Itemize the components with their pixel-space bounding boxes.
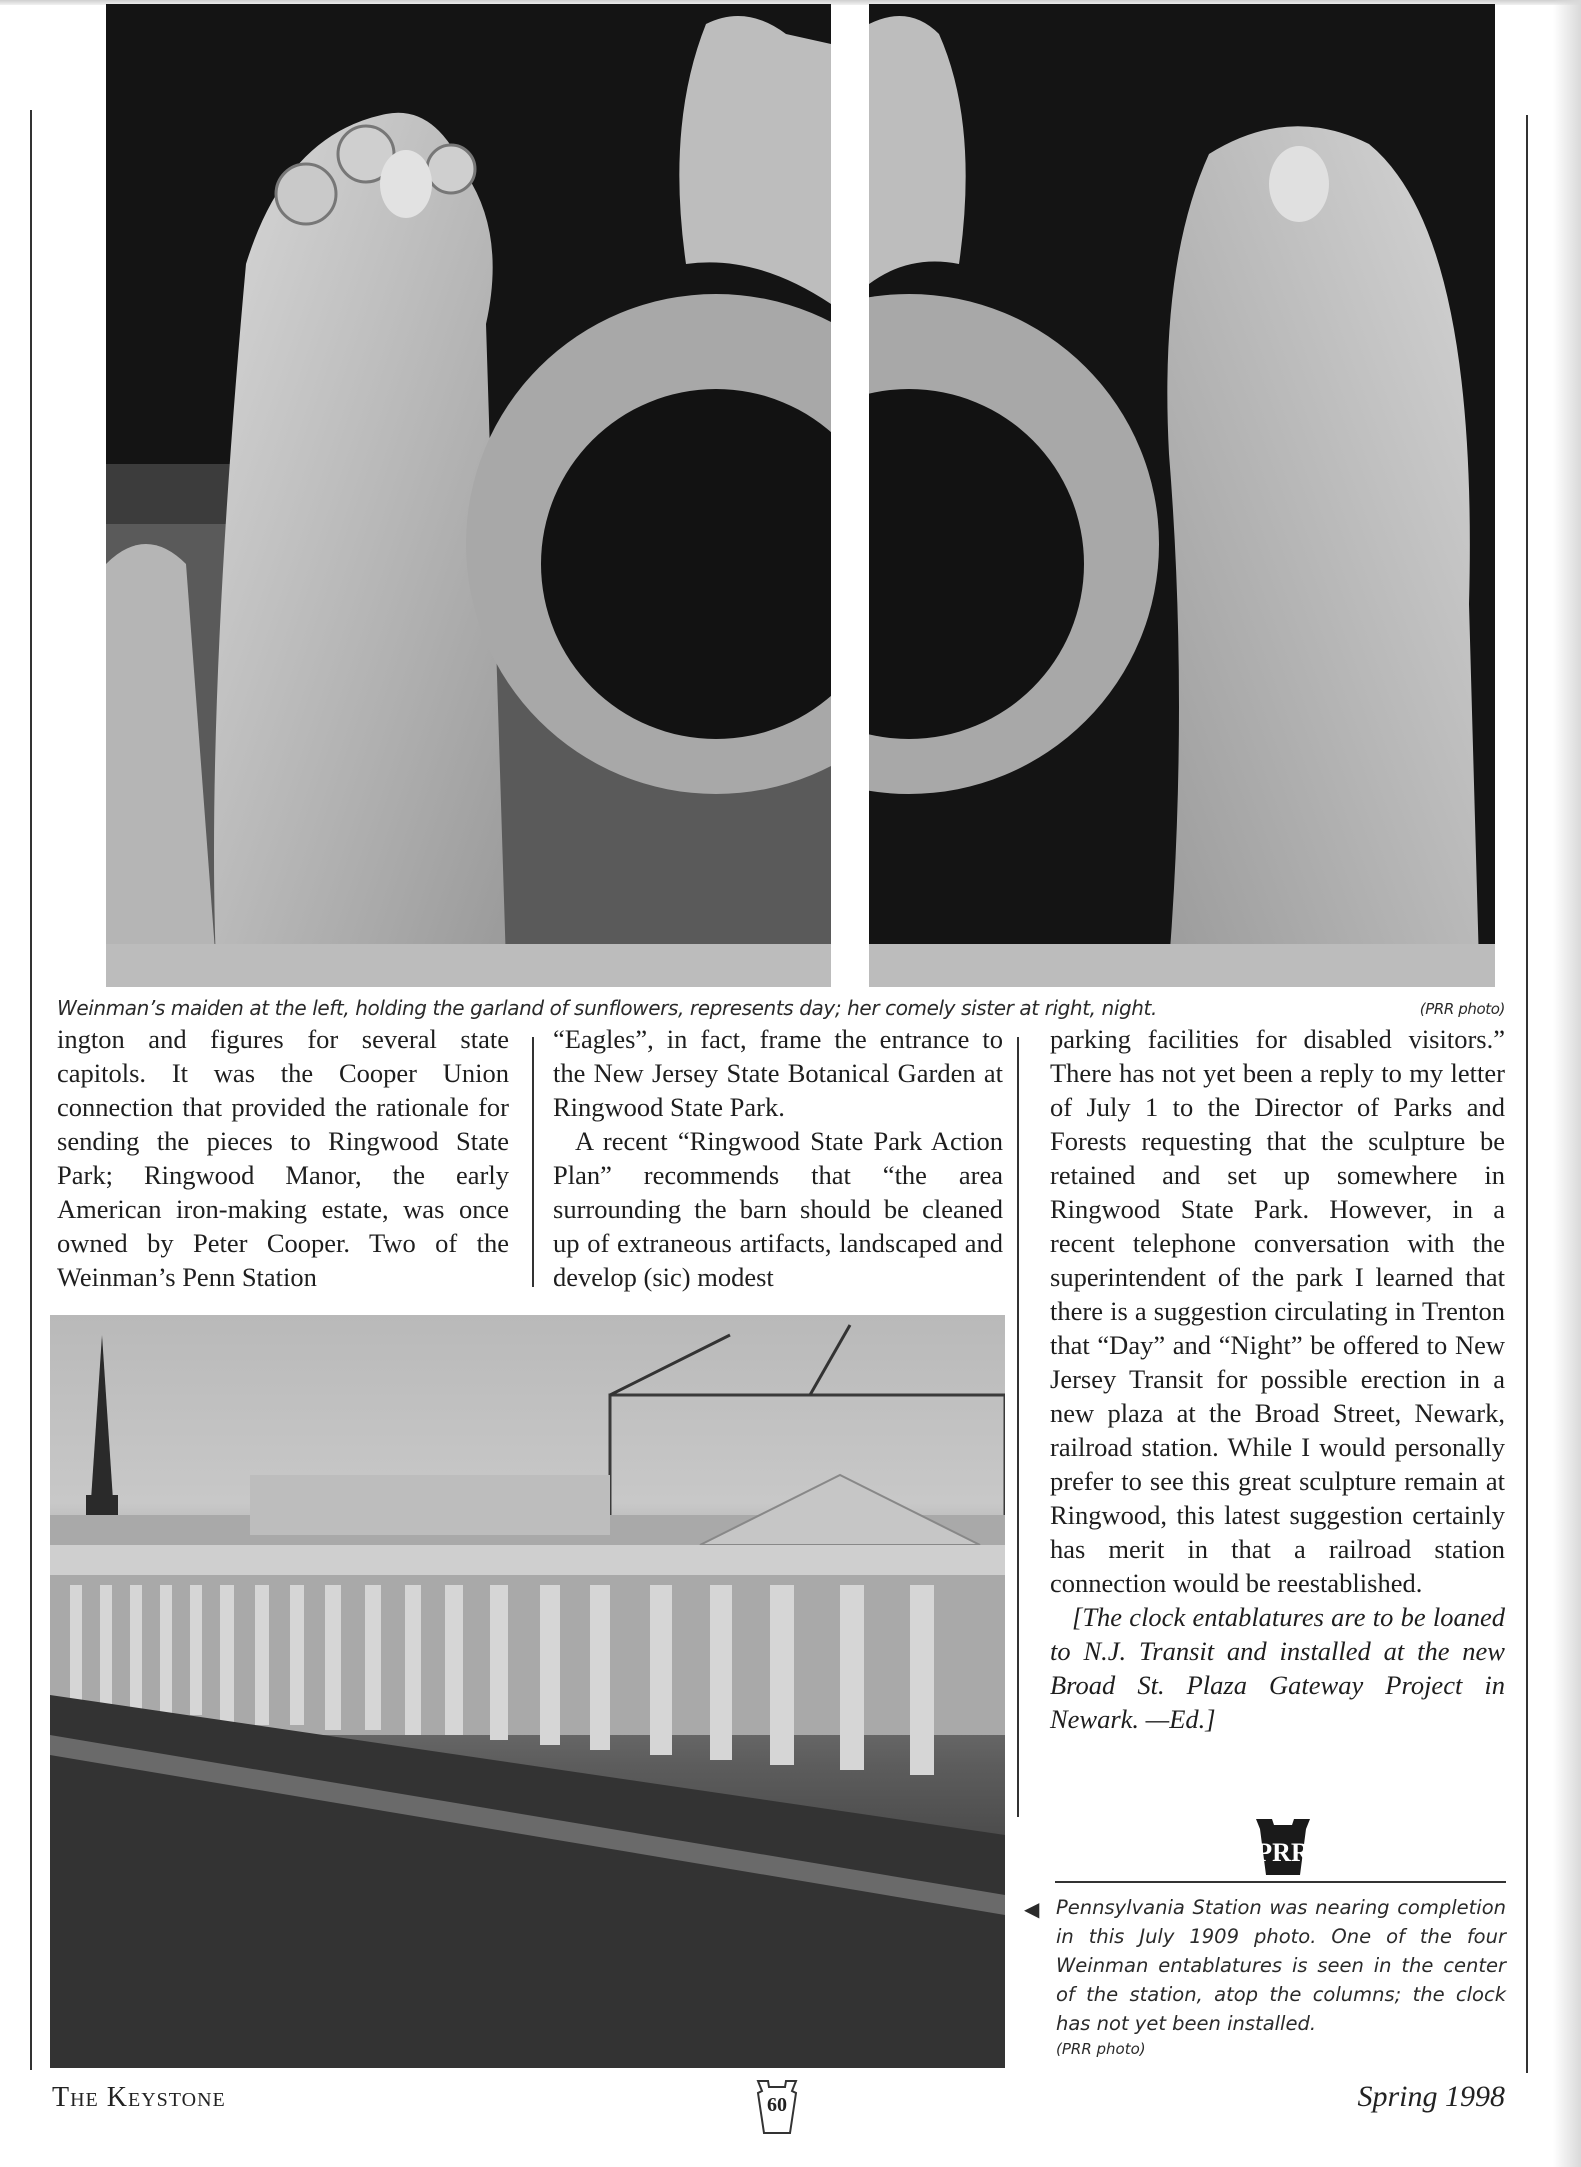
logo-letters: PRR: [1256, 1838, 1310, 1867]
col2-paragraph-1: “Eagles”, in fact, frame the entrance to the New Jersey State Botanical Garden at Ringwood State Park.: [553, 1024, 1003, 1122]
prr-keystone-logo-icon: [1254, 1817, 1312, 1877]
top-caption-credit: (PRR photo): [1419, 1000, 1505, 1018]
top-caption-text: Weinman’s maiden at the left, holding the garland of sunflowers, represents day; her comely sister at right, night.: [57, 996, 1157, 1020]
penn-station-illustration: [50, 1315, 1005, 2068]
photo-penn-station-1909: [50, 1315, 1005, 2068]
page-border-right: [1526, 115, 1528, 2073]
page-number: 60: [767, 2094, 787, 2116]
photo-night-sculpture: [869, 4, 1495, 987]
photo-day-sculpture: [106, 4, 831, 987]
station-photo-caption: [1024, 1893, 1506, 2060]
day-sculpture-illustration: [106, 4, 831, 987]
top-photo-caption: [57, 996, 1505, 1020]
editor-note: [The clock entablatures are to be loaned to N.J. Transit and installed at the new Broad St. Plaza Gateway Project in Newark. —Ed.]: [1050, 1602, 1505, 1734]
scan-edge-shadow: [1553, 0, 1581, 2167]
left-pointer-icon: ◀: [1024, 1897, 1040, 1921]
night-sculpture-illustration: [869, 4, 1495, 987]
issue-date: Spring 1998: [1357, 2080, 1505, 2113]
station-caption-credit: (PRR photo): [1056, 2040, 1146, 2058]
col3-paragraph-1: parking facilities for disabled visitors.” There has not yet been a reply to my letter of July 1 to the Director of Parks and Forests requesting that the sculpture be retained and set up somewhere in Ringwood State Park. However, in a recent telephone conversation with the superintendent of the park I learned that there is a suggestion circulating in Trenton that “Day” and “Night” be offered to New Jersey Transit for possible erection in a new plaza at the Broad Street, Newark, railroad station. While I would personally prefer to see this great sculpture remain at Ringwood, this latest suggestion certainly has merit in that a railroad station connection would be reestablished.: [1050, 1024, 1505, 1598]
publication-name: The Keystone: [52, 2082, 226, 2113]
col2-paragraph-2: A recent “Ringwood State Park Action Plan” recommends that “the area surrounding the barn should be cleaned up of extraneous artifacts, landscaped and develop (sic) modest: [553, 1126, 1003, 1292]
column-divider-1: [532, 1037, 534, 1287]
col1-paragraph: ington and figures for several state capitols. It was the Cooper Union connection that provided the rationale for sending the pieces to Ringwood State Park; Ringwood Manor, the early American iron-making estate, was once owned by Peter Cooper. Two of the Weinman’s Penn Station: [57, 1024, 509, 1292]
article-column-1: [57, 1022, 509, 1294]
station-caption-text: Pennsylvania Station was nearing completion in this July 1909 photo. One of the four Weinman entablatures is seen in the center of the station, atop the columns; the clock has not yet been installed.: [1056, 1896, 1506, 2035]
article-column-3: [1050, 1022, 1505, 1736]
article-column-2: [553, 1022, 1003, 1294]
page-border-left: [30, 110, 32, 2070]
caption-rule: [1055, 1881, 1506, 1883]
column-divider-2: [1017, 1037, 1019, 1817]
